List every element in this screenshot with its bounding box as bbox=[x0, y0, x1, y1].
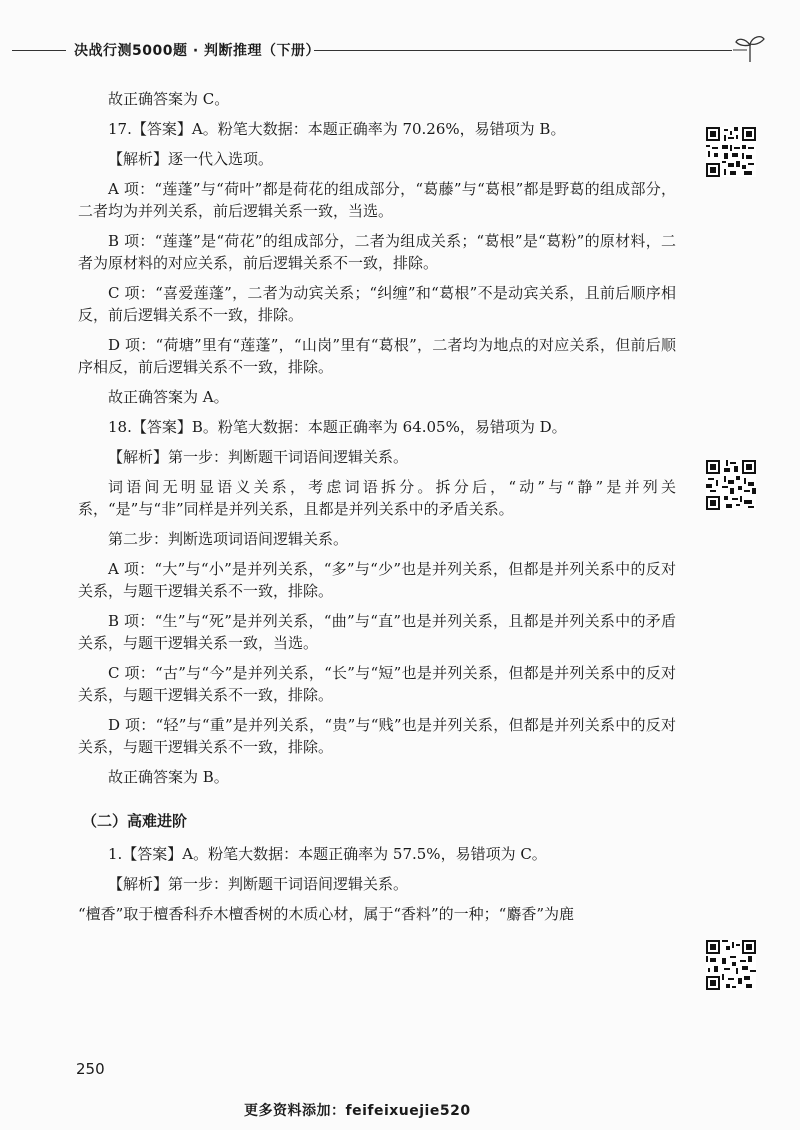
option-d-18: D 项：“轻”与“重”是并列关系，“贵”与“贱”也是并列关系，但都是并列关系中的反对关系，与题干逻辑关系不一致，排除。 bbox=[78, 716, 676, 756]
answer-1: 1.【答案】A。粉笔大数据：本题正确率为 57.5%，易错项为 C。 bbox=[108, 845, 547, 863]
option-b-17: B 项：“莲蓬”是“荷花”的组成部分，二者为组成关系；“葛根”是“葛粉”的原材料，二者为原材料的对应关系，前后逻辑关系不一致，排除。 bbox=[78, 232, 676, 272]
sprout-icon bbox=[733, 30, 767, 64]
page-content bbox=[78, 88, 676, 933]
paragraph: 词语间无明显语义关系，考虑词语拆分。拆分后，“动”与“静”是并列关系，“是”与“非”同样是并列关系，且都是并列关系中的矛盾关系。 bbox=[78, 478, 676, 518]
qr-code-icon[interactable] bbox=[706, 460, 756, 510]
option-c-17: C 项：“喜爱莲蓬”，二者为动宾关系；“纠缠”和“葛根”不是动宾关系，且前后顺序相反，前后逻辑关系不一致，排除。 bbox=[78, 284, 676, 324]
answer-18: 18.【答案】B。粉笔大数据：本题正确率为 64.05%，易错项为 D。 bbox=[108, 418, 567, 436]
section-heading: （二）高难进阶 bbox=[82, 812, 188, 830]
step-two-18: 第二步：判断选项词语间逻辑关系。 bbox=[108, 530, 349, 548]
conclusion-17: 故正确答案为 A。 bbox=[108, 388, 229, 406]
qr-code-icon[interactable] bbox=[706, 127, 756, 177]
analysis-18: 【解析】第一步：判断题干词语间逻辑关系。 bbox=[108, 448, 409, 466]
option-d-17: D 项：“荷塘”里有“莲蓬”，“山岗”里有“葛根”，二者均为地点的对应关系，但前后顺序相反，前后逻辑关系不一致，排除。 bbox=[78, 336, 676, 376]
page-number: 250 bbox=[76, 1060, 105, 1078]
option-a-17: A 项：“莲蓬”与“荷叶”都是荷花的组成部分，“葛藤”与“葛根”都是野葛的组成部分，二者均为并列关系，前后逻辑关系一致，当选。 bbox=[78, 180, 676, 220]
option-b-18: B 项：“生”与“死”是并列关系，“曲”与“直”也是并列关系，且都是并列关系中的矛盾关系，与题干逻辑关系一致，当选。 bbox=[78, 612, 676, 652]
header-rule-left bbox=[12, 50, 66, 51]
footer-note: 更多资料添加：feifeixuejie520 bbox=[244, 1103, 471, 1119]
conclusion-18: 故正确答案为 B。 bbox=[108, 768, 229, 786]
option-c-18: C 项：“古”与“今”是并列关系，“长”与“短”也是并列关系，但都是并列关系中的反对关系，与题干逻辑关系不一致，排除。 bbox=[78, 664, 676, 704]
analysis-17: 【解析】逐一代入选项。 bbox=[108, 150, 274, 168]
header-rule-right bbox=[314, 50, 732, 51]
analysis-1: 【解析】第一步：判断题干词语间逻辑关系。 bbox=[108, 875, 409, 893]
page-header bbox=[0, 36, 800, 66]
answer-17: 17.【答案】A。粉笔大数据：本题正确率为 70.26%，易错项为 B。 bbox=[108, 120, 566, 138]
qr-code-icon[interactable] bbox=[706, 940, 756, 990]
book-title: 决战行测5000题 · 判断推理（下册） bbox=[74, 43, 321, 59]
paragraph: “檀香”取于檀香科乔木檀香树的木质心材，属于“香料”的一种；“麝香”为鹿 bbox=[78, 905, 575, 923]
option-a-18: A 项：“大”与“小”是并列关系，“多”与“少”也是并列关系，但都是并列关系中的反对关系，与题干逻辑关系不一致，排除。 bbox=[78, 560, 676, 600]
paragraph: 故正确答案为 C。 bbox=[108, 90, 230, 108]
